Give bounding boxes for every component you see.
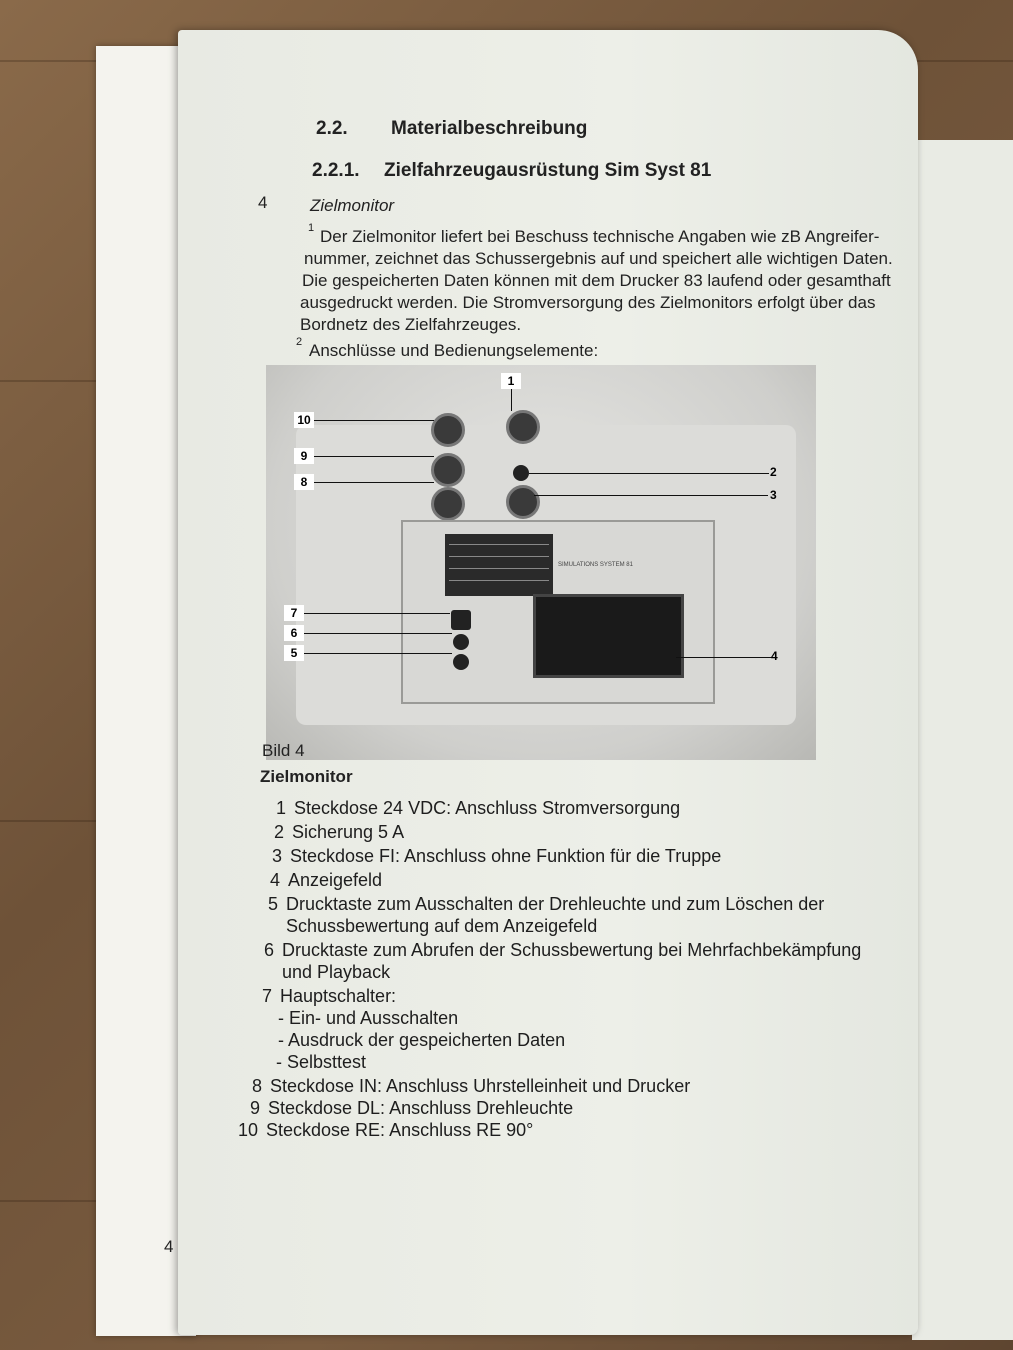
label-plate bbox=[445, 534, 553, 596]
socket-10 bbox=[431, 413, 465, 447]
section-number: 2.2. bbox=[316, 118, 348, 139]
item-title: Zielmonitor bbox=[310, 196, 395, 215]
list-item: 8 Steckdose IN: Anschluss Uhrstelleinheit und Drucker bbox=[251, 1076, 691, 1096]
callout-1: 1 bbox=[501, 373, 521, 389]
paragraph-1-line: nummer, zeichnet das Schussergebnis auf und speichert alle wichtigen Daten. bbox=[304, 249, 893, 268]
callout-6: 6 bbox=[284, 625, 304, 641]
paragraph-2-number: 2 bbox=[296, 336, 303, 348]
callout-3: 3 bbox=[770, 488, 777, 502]
callout-line-2 bbox=[529, 473, 769, 474]
plate-text: SIMULATIONS SYSTEM 81 bbox=[558, 562, 633, 568]
callout-line-10 bbox=[314, 420, 434, 421]
subsection-number: 2.2.1. bbox=[312, 160, 360, 181]
zielmonitor-photo bbox=[266, 365, 816, 760]
list-item: - Selbsttest bbox=[276, 1052, 367, 1072]
socket-3 bbox=[506, 485, 540, 519]
socket-8 bbox=[431, 487, 465, 521]
fuse-2 bbox=[513, 465, 529, 481]
list-item: 5 Drucktaste zum Ausschalten der Drehleuchte und zum Löschen der bbox=[267, 894, 825, 914]
paragraph-1-line: Bordnetz des Zielfahrzeuges. bbox=[300, 315, 522, 334]
callout-8: 8 bbox=[294, 474, 314, 490]
list-item: 1 Steckdose 24 VDC: Anschluss Stromversorgung bbox=[275, 798, 681, 818]
list-item: - Ein- und Ausschalten bbox=[278, 1008, 459, 1028]
list-item: 7 Hauptschalter: bbox=[261, 986, 397, 1006]
socket-1 bbox=[506, 410, 540, 444]
list-item: 4 Anzeigefeld bbox=[269, 870, 383, 890]
paragraph-1-line: ausgedruckt werden. Die Stromversorgung des Zielmonitors erfolgt über das bbox=[300, 293, 876, 312]
callout-line-1 bbox=[511, 389, 512, 411]
callout-2: 2 bbox=[770, 465, 777, 479]
main-switch-7 bbox=[451, 610, 471, 630]
list-item: 9 Steckdose DL: Anschluss Drehleuchte bbox=[249, 1098, 574, 1118]
list-item: Schussbewertung auf dem Anzeigefeld bbox=[286, 916, 598, 936]
paragraph-1-line: Der Zielmonitor liefert bei Beschuss technische Angaben wie zB Angreifer- bbox=[320, 227, 880, 246]
button-6 bbox=[453, 634, 469, 650]
socket-9 bbox=[431, 453, 465, 487]
callout-line-7 bbox=[304, 613, 450, 614]
paragraph-1-line: Die gespeicherten Daten können mit dem Drucker 83 laufend oder gesamthaft bbox=[302, 271, 891, 290]
next-page-edge bbox=[912, 140, 1013, 1340]
figure-label: Bild 4 bbox=[262, 741, 305, 760]
callout-5: 5 bbox=[284, 645, 304, 661]
list-item: 2 Sicherung 5 A bbox=[273, 822, 405, 842]
button-5 bbox=[453, 654, 469, 670]
list-item: und Playback bbox=[282, 962, 391, 982]
callout-line-5 bbox=[304, 653, 452, 654]
display-4 bbox=[533, 594, 684, 678]
callout-10: 10 bbox=[294, 412, 314, 428]
figure-title: Zielmonitor bbox=[260, 767, 353, 786]
manual-page bbox=[164, 30, 918, 1335]
item-number: 4 bbox=[258, 193, 268, 212]
section-title: Materialbeschreibung bbox=[391, 118, 588, 139]
callout-7: 7 bbox=[284, 605, 304, 621]
list-item: 3 Steckdose FI: Anschluss ohne Funktion für die Truppe bbox=[271, 846, 722, 866]
callout-line-3 bbox=[534, 495, 768, 496]
paragraph-1-number: 1 bbox=[308, 222, 315, 234]
page-number: 4 bbox=[164, 1237, 174, 1256]
callout-4: 4 bbox=[771, 649, 778, 663]
list-item: - Ausdruck der gespeicherten Daten bbox=[278, 1030, 566, 1050]
subsection-title: Zielfahrzeugausrüstung Sim Syst 81 bbox=[384, 160, 712, 181]
callout-line-4 bbox=[676, 657, 772, 658]
front-panel bbox=[401, 520, 715, 704]
callout-line-9 bbox=[314, 456, 434, 457]
callout-9: 9 bbox=[294, 448, 314, 464]
callout-line-8 bbox=[314, 482, 434, 483]
list-item: 10 Steckdose RE: Anschluss RE 90° bbox=[237, 1120, 534, 1140]
paragraph-2-text: Anschlüsse und Bedienungselemente: bbox=[309, 341, 599, 360]
list-item: 6 Drucktaste zum Abrufen der Schussbewertung bei Mehrfachbekämpfung bbox=[263, 940, 862, 960]
callout-line-6 bbox=[304, 633, 452, 634]
